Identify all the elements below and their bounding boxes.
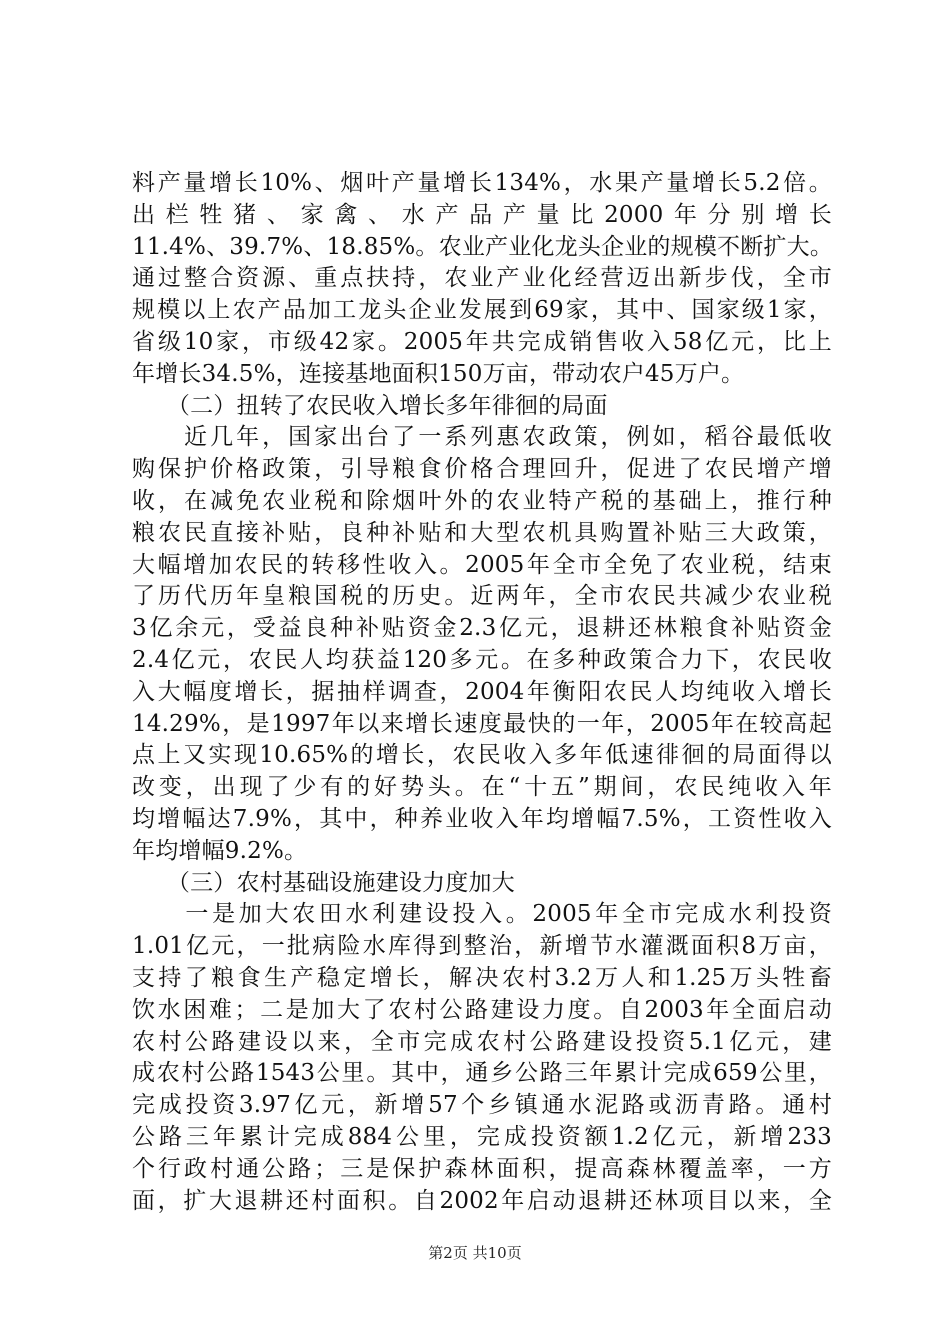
section-heading-2: （二）扭转了农民收入增长多年徘徊的局面 [132,392,608,419]
text-line: 面，扩大退耕还村面积。自2002年启动退耕还林项目以来，全 [132,1187,832,1214]
page-number-footer: 第2页 共10页 [428,1244,522,1262]
text-line: 规模以上农产品加工龙头企业发展到69家，其中、国家级1家， [132,297,832,324]
text-line: 饮水困难；二是加大了农村公路建设力度。自2003年全面启动 [132,996,832,1023]
text-line: 年均增幅9.2%。 [132,837,308,864]
text-line: 均增幅达7.9%，其中，种养业收入年均增幅7.5%，工资性收入 [132,805,832,832]
text-line: 成农村公路1543公里。其中，通乡公路三年累计完成659公里， [132,1060,832,1087]
text-line: 完成投资3.97亿元，新增57个乡镇通水泥路或沥青路。通村 [132,1092,832,1119]
text-line: 近几年，国家出台了一系列惠农政策，例如，稻谷最低收 [132,424,832,451]
text-line: 通过整合资源、重点扶持，农业产业化经营迈出新步伐，全市 [132,265,832,292]
text-line: 购保护价格政策，引导粮食价格合理回升，促进了农民增产增 [132,456,832,483]
body-text [132,168,832,1217]
text-line: 改变，出现了少有的好势头。在“十五”期间，农民纯收入年 [132,774,832,801]
text-line: 年增长34.5%，连接基地面积150万亩，带动农户45万户。 [132,360,745,387]
text-line: 一是加大农田水利建设投入。2005年全市完成水利投资 [132,901,832,928]
text-line: 支持了粮食生产稳定增长，解决农村3.2万人和1.25万头牲畜 [132,964,832,991]
text-line: 11.4%、39.7%、18.85%。农业产业化龙头企业的规模不断扩大。 [132,233,834,260]
section-heading-3: （三）农村基础设施建设力度加大 [132,869,515,896]
text-line: 入大幅度增长，据抽样调查，2004年衡阳农民人均纯收入增长 [132,678,832,705]
text-line: 3亿余元，受益良种补贴资金2.3亿元，退耕还林粮食补贴资金 [132,615,832,642]
text-line: 14.29%，是1997年以来增长速度最快的一年，2005年在较高起 [132,710,832,737]
text-line: 公路三年累计完成884公里，完成投资额1.2亿元，新增233 [132,1123,832,1150]
text-line: 大幅增加农民的转移性收入。2005年全市全免了农业税，结束 [132,551,832,578]
text-line: 个行政村通公路；三是保护森林面积，提高森林覆盖率，一方 [132,1155,832,1182]
text-line: 了历代历年皇粮国税的历史。近两年，全市农民共减少农业税 [132,583,832,610]
text-line: 2.4亿元，农民人均获益120多元。在多种政策合力下，农民收 [132,646,832,673]
text-line: 粮农民直接补贴，良种补贴和大型农机具购置补贴三大政策， [132,519,832,546]
text-line: 料产量增长10%、烟叶产量增长134%，水果产量增长5.2倍。 [132,170,832,196]
text-line: 1.01亿元，一批病险水库得到整治，新增节水灌溉面积8万亩， [132,933,832,960]
text-line: 农村公路建设以来，全市完成农村公路建设投资5.1亿元，建 [132,1028,832,1055]
text-line: 出栏牲猪、家禽、水产品产量比2000年分别增长 [132,201,832,228]
text-line: 省级10家，市级42家。2005年共完成销售收入58亿元，比上 [132,328,832,355]
text-line: 点上又实现10.65%的增长，农民收入多年低速徘徊的局面得以 [132,742,832,769]
text-line: 收，在减免农业税和除烟叶外的农业特产税的基础上，推行种 [132,487,832,514]
